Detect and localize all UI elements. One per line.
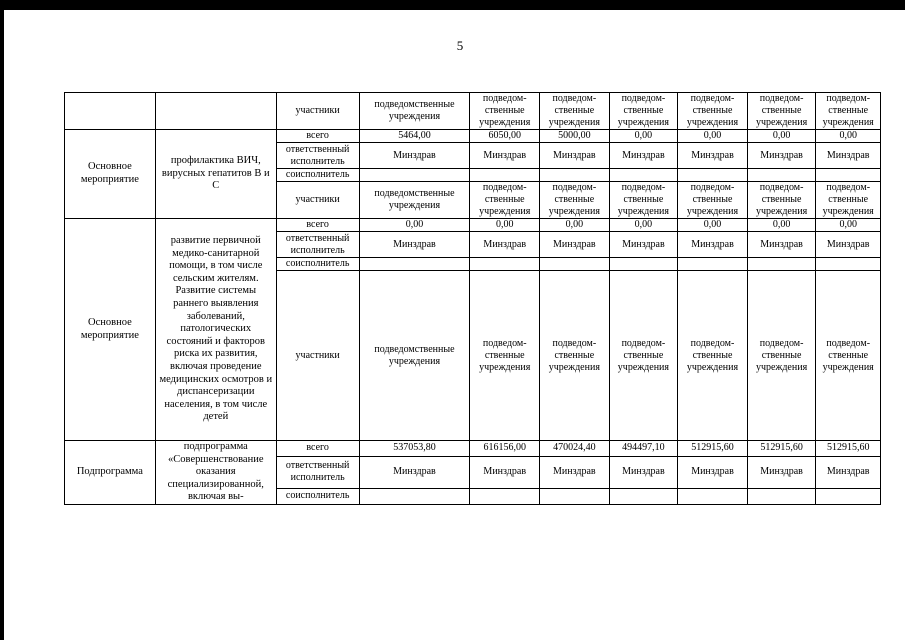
role-coexecutor: соисполнитель	[276, 169, 359, 182]
total-value: 5000,00	[540, 130, 610, 143]
participants-cell: подведом-ственные учреждения	[678, 93, 748, 130]
responsible-cell: Минздрав	[470, 456, 540, 488]
participants-cell: подведом-ственные учреждения	[609, 182, 678, 219]
section-description: профилактика ВИЧ, вирусных гепатитов В и С	[155, 130, 276, 219]
participants-cell: подведом-ственные учреждения	[678, 271, 748, 441]
participants-cell: подведом-ственные учреждения	[470, 271, 540, 441]
empty-cell	[678, 169, 748, 182]
total-value: 470024,40	[540, 441, 610, 457]
empty-cell	[678, 258, 748, 271]
section-type-label: Подпрограмма	[65, 441, 156, 505]
responsible-cell: Минздрав	[816, 143, 881, 169]
empty-cell	[816, 258, 881, 271]
participants-cell: подведом-ственные учреждения	[470, 182, 540, 219]
type-cell	[65, 93, 156, 130]
total-value: 0,00	[609, 130, 678, 143]
role-responsible: ответственный исполнитель	[276, 143, 359, 169]
total-value: 0,00	[609, 219, 678, 232]
participants-cell: подведом-ственные учреждения	[540, 271, 610, 441]
total-value: 494497,10	[609, 441, 678, 457]
role-responsible: ответственный исполнитель	[276, 456, 359, 488]
total-value: 0,00	[678, 130, 748, 143]
role-participants: участники	[276, 271, 359, 441]
section-type-label: Основное мероприятие	[65, 219, 156, 441]
empty-cell	[747, 169, 816, 182]
participants-cell: подведомственные учреждения	[359, 182, 470, 219]
total-value: 512915,60	[747, 441, 816, 457]
empty-cell	[540, 488, 610, 504]
responsible-cell: Минздрав	[359, 456, 470, 488]
participants-cell: подведом-ственные учреждения	[540, 93, 610, 130]
total-value: 0,00	[747, 219, 816, 232]
empty-cell	[359, 258, 470, 271]
total-value: 0,00	[678, 219, 748, 232]
participants-cell: подведом-ственные учреждения	[540, 182, 610, 219]
empty-cell	[540, 258, 610, 271]
empty-cell	[816, 169, 881, 182]
role-total: всего	[276, 441, 359, 457]
empty-cell	[359, 169, 470, 182]
total-value: 537053,80	[359, 441, 470, 457]
empty-cell	[540, 169, 610, 182]
responsible-cell: Минздрав	[609, 143, 678, 169]
role-total: всего	[276, 219, 359, 232]
section-type-label: Основное мероприятие	[65, 130, 156, 219]
empty-cell	[609, 258, 678, 271]
responsible-cell: Минздрав	[747, 143, 816, 169]
responsible-cell: Минздрав	[470, 232, 540, 258]
participants-cell: подведом-ственные учреждения	[816, 182, 881, 219]
role-coexecutor: соисполнитель	[276, 258, 359, 271]
program-table	[64, 92, 881, 505]
participants-cell: подведомственные учреждения	[359, 93, 470, 130]
responsible-cell: Минздрав	[678, 456, 748, 488]
empty-cell	[470, 258, 540, 271]
participants-cell: подведом-ственные учреждения	[747, 182, 816, 219]
table-row	[65, 441, 881, 457]
description-cell	[155, 93, 276, 130]
scan-left-border	[0, 0, 4, 640]
page-number: 5	[456, 38, 464, 53]
total-value: 0,00	[470, 219, 540, 232]
total-value: 0,00	[816, 219, 881, 232]
empty-cell	[747, 258, 816, 271]
participants-cell: подведом-ственные учреждения	[747, 93, 816, 130]
responsible-cell: Минздрав	[747, 456, 816, 488]
empty-cell	[470, 488, 540, 504]
total-value: 6050,00	[470, 130, 540, 143]
scan-top-border	[0, 0, 905, 10]
participants-cell: подведом-ственные учреждения	[470, 93, 540, 130]
responsible-cell: Минздрав	[678, 232, 748, 258]
responsible-cell: Минздрав	[359, 143, 470, 169]
responsible-cell: Минздрав	[540, 456, 610, 488]
responsible-cell: Минздрав	[609, 232, 678, 258]
total-value: 5464,00	[359, 130, 470, 143]
participants-cell: подведомственные учреждения	[359, 271, 470, 441]
role-coexecutor: соисполнитель	[276, 488, 359, 504]
empty-cell	[359, 488, 470, 504]
participants-cell: подведом-ственные учреждения	[816, 271, 881, 441]
empty-cell	[470, 169, 540, 182]
participants-cell: подведом-ственные учреждения	[609, 93, 678, 130]
participants-cell: подведом-ственные учреждения	[816, 93, 881, 130]
total-value: 0,00	[540, 219, 610, 232]
empty-cell	[678, 488, 748, 504]
role-participants: участники	[276, 182, 359, 219]
responsible-cell: Минздрав	[540, 232, 610, 258]
table-row	[65, 219, 881, 232]
responsible-cell: Минздрав	[609, 456, 678, 488]
participants-cell: подведом-ственные учреждения	[678, 182, 748, 219]
responsible-cell: Минздрав	[747, 232, 816, 258]
total-value: 512915,60	[678, 441, 748, 457]
total-value: 0,00	[747, 130, 816, 143]
section-description: подпрограмма «Совершенствование оказания специализированной, включая вы-	[155, 441, 276, 505]
responsible-cell: Минздрав	[470, 143, 540, 169]
role-participants: участники	[276, 93, 359, 130]
responsible-cell: Минздрав	[540, 143, 610, 169]
empty-cell	[609, 169, 678, 182]
empty-cell	[747, 488, 816, 504]
participants-cell: подведом-ственные учреждения	[609, 271, 678, 441]
participants-cell: подведом-ственные учреждения	[747, 271, 816, 441]
total-value: 512915,60	[816, 441, 881, 457]
responsible-cell: Минздрав	[816, 456, 881, 488]
table-row	[65, 93, 881, 130]
responsible-cell: Минздрав	[678, 143, 748, 169]
total-value: 0,00	[816, 130, 881, 143]
total-value: 616156,00	[470, 441, 540, 457]
role-total: всего	[276, 130, 359, 143]
empty-cell	[609, 488, 678, 504]
table-row	[65, 130, 881, 143]
section-description: развитие первичной медико-санитарной помощи, в том числе сельским жителям. Развитие системы раннего выявления заболеваний, патологических состояний и факторов риска их развития, включая проведение медицинских осмотров и диспансеризации населения, в том числе детей	[155, 219, 276, 441]
responsible-cell: Минздрав	[359, 232, 470, 258]
role-responsible: ответственный исполнитель	[276, 232, 359, 258]
total-value: 0,00	[359, 219, 470, 232]
empty-cell	[816, 488, 881, 504]
responsible-cell: Минздрав	[816, 232, 881, 258]
